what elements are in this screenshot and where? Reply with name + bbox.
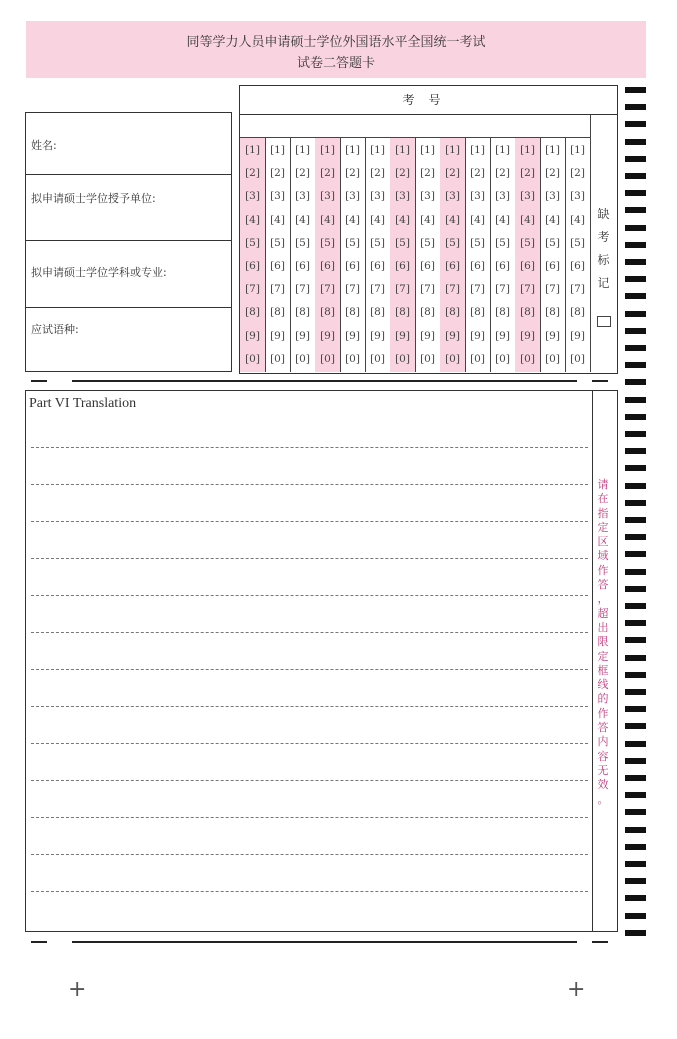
timing-mark: [625, 139, 646, 145]
writing-line[interactable]: [31, 521, 588, 522]
exam-id-bubble[interactable]: [6]: [570, 260, 585, 272]
exam-id-bubble[interactable]: [6]: [370, 260, 385, 272]
exam-id-bubble[interactable]: [4]: [395, 213, 410, 226]
note-char: 域: [597, 549, 609, 563]
timing-mark: [625, 345, 646, 351]
timing-mark: [625, 827, 646, 833]
absent-label-char: 标: [597, 253, 610, 267]
timing-mark: [625, 225, 646, 231]
note-char: 。: [597, 792, 609, 806]
exam-id-bubble[interactable]: [5]: [370, 236, 385, 249]
timing-mark: [625, 500, 646, 506]
exam-id-bubble[interactable]: [0]: [270, 352, 285, 365]
exam-id-bubble[interactable]: [7]: [570, 283, 585, 296]
exam-id-write-cell[interactable]: [315, 115, 340, 138]
exam-id-bubble[interactable]: [6]: [395, 260, 410, 272]
exam-id-bubble[interactable]: [0]: [295, 352, 310, 365]
timing-mark: [625, 87, 646, 93]
note-char: 内: [597, 735, 609, 749]
exam-id-column: [240, 115, 266, 372]
exam-id-bubble[interactable]: [2]: [420, 167, 435, 180]
exam-id-bubble[interactable]: [9]: [270, 329, 285, 342]
exam-id-write-cell[interactable]: [240, 115, 265, 138]
exam-id-bubble[interactable]: [5]: [445, 236, 460, 249]
exam-id-write-cell[interactable]: [565, 115, 590, 138]
exam-id-bubble[interactable]: [1]: [545, 144, 560, 156]
exam-id-bubble[interactable]: [3]: [395, 190, 410, 203]
exam-id-write-cell[interactable]: [540, 115, 565, 138]
exam-id-bubble[interactable]: [7]: [345, 283, 360, 296]
timing-mark: [625, 930, 646, 936]
exam-id-bubble[interactable]: [8]: [545, 306, 560, 319]
exam-id-bubble[interactable]: [9]: [245, 329, 260, 342]
exam-id-bubble[interactable]: [1]: [520, 144, 535, 156]
exam-id-bubble[interactable]: [5]: [320, 236, 335, 249]
timing-mark: [625, 758, 646, 764]
timing-mark: [625, 104, 646, 110]
writing-line[interactable]: [31, 706, 588, 707]
exam-id-column: [515, 115, 541, 372]
exam-id-bubble[interactable]: [0]: [245, 352, 260, 365]
exam-id-bubble[interactable]: [7]: [270, 283, 285, 296]
note-char: 答: [597, 721, 609, 735]
exam-id-bubble[interactable]: [3]: [320, 190, 335, 203]
exam-id-bubble[interactable]: [8]: [245, 306, 260, 319]
exam-id-bubble[interactable]: [5]: [545, 236, 560, 249]
separator-line: [72, 941, 577, 943]
exam-id-bubble[interactable]: [8]: [420, 306, 435, 319]
writing-line[interactable]: [31, 743, 588, 744]
timing-mark: [625, 465, 646, 471]
note-char: 区: [597, 535, 609, 549]
exam-id-write-cell[interactable]: [415, 115, 440, 138]
note-char: 作: [597, 563, 609, 577]
exam-id-bubble[interactable]: [7]: [545, 283, 560, 296]
exam-id-bubble[interactable]: [7]: [420, 283, 435, 296]
timing-mark: [625, 534, 646, 540]
timing-mark: [625, 173, 646, 179]
exam-id-bubble[interactable]: [4]: [470, 213, 485, 226]
exam-id-bubble[interactable]: [7]: [320, 283, 335, 296]
exam-id-bubble[interactable]: [1]: [295, 144, 310, 156]
registration-cross-icon: +: [68, 977, 87, 1002]
note-char: 线: [597, 678, 609, 692]
timing-mark: [625, 637, 646, 643]
timing-mark: [625, 603, 646, 609]
timing-mark: [625, 586, 646, 592]
registration-cross-icon: +: [567, 977, 586, 1002]
writing-line[interactable]: [31, 817, 588, 818]
exam-id-column: [315, 115, 341, 372]
exam-id-bubble[interactable]: [2]: [295, 167, 310, 180]
exam-id-bubble[interactable]: [9]: [370, 329, 385, 342]
timing-mark: [625, 672, 646, 678]
timing-mark: [625, 706, 646, 712]
cut-mark: [592, 941, 608, 943]
exam-id-bubble[interactable]: [2]: [345, 167, 360, 180]
exam-id-bubble[interactable]: [6]: [345, 260, 360, 272]
exam-id-bubble[interactable]: [6]: [470, 260, 485, 272]
exam-id-bubble[interactable]: [8]: [320, 306, 335, 319]
timing-mark: [625, 362, 646, 368]
exam-id-bubble[interactable]: [6]: [520, 260, 535, 272]
exam-id-bubble[interactable]: [0]: [470, 352, 485, 365]
timing-mark: [625, 397, 646, 403]
exam-id-bubble[interactable]: [6]: [245, 260, 260, 272]
timing-mark: [625, 551, 646, 557]
exam-id-write-cell[interactable]: [440, 115, 465, 138]
timing-mark: [625, 878, 646, 884]
translation-box: [25, 390, 618, 932]
separator-line: [72, 380, 577, 382]
timing-mark: [625, 723, 646, 729]
exam-id-bubble[interactable]: [3]: [545, 190, 560, 203]
note-char: 容: [597, 749, 609, 763]
exam-id-bubble[interactable]: [0]: [570, 352, 585, 365]
timing-mark: [625, 311, 646, 317]
exam-id-bubble[interactable]: [9]: [320, 329, 335, 342]
exam-id-bubble[interactable]: [4]: [320, 213, 335, 226]
exam-id-bubble[interactable]: [6]: [320, 260, 335, 272]
timing-mark: [625, 379, 646, 385]
writing-line[interactable]: [31, 595, 588, 596]
header-banner: [26, 21, 646, 78]
exam-id-bubble[interactable]: [4]: [495, 213, 510, 226]
exam-id-bubble[interactable]: [0]: [345, 352, 360, 365]
exam-id-bubble[interactable]: [2]: [495, 167, 510, 180]
exam-id-bubble[interactable]: [6]: [495, 260, 510, 272]
exam-title: 同等学力人员申请硕士学位外国语水平全国统一考试: [186, 35, 486, 50]
exam-id-bubble[interactable]: [9]: [420, 329, 435, 342]
exam-id-bubble[interactable]: [2]: [370, 167, 385, 180]
exam-id-bubble[interactable]: [9]: [570, 329, 585, 342]
absent-label-char: 记: [597, 276, 610, 290]
timing-mark: [625, 483, 646, 489]
major-row[interactable]: [26, 241, 231, 308]
note-char: 指: [597, 506, 609, 520]
exam-id-bubble[interactable]: [8]: [445, 306, 460, 319]
exam-id-bubble[interactable]: [3]: [345, 190, 360, 203]
exam-id-bubble[interactable]: [4]: [445, 213, 460, 226]
timing-mark: [625, 190, 646, 196]
exam-id-title: 考号: [240, 86, 617, 115]
exam-id-bubble[interactable]: [3]: [495, 190, 510, 203]
exam-id-bubble[interactable]: [3]: [420, 190, 435, 203]
writing-line[interactable]: [31, 632, 588, 633]
exam-id-write-cell[interactable]: [390, 115, 415, 138]
exam-id-bubble[interactable]: [1]: [245, 144, 260, 156]
timing-mark: [625, 844, 646, 850]
exam-id-column: [365, 115, 391, 372]
answer-sheet-subtitle: 试卷二答题卡: [296, 56, 375, 71]
exam-id-column: [415, 115, 441, 372]
note-char: 在: [597, 492, 609, 506]
exam-id-bubble[interactable]: [0]: [420, 352, 435, 365]
exam-id-bubble[interactable]: [1]: [570, 144, 585, 156]
timing-mark: [625, 293, 646, 299]
exam-id-column: [265, 115, 291, 372]
exam-id-bubble[interactable]: [5]: [520, 236, 535, 249]
exam-id-bubble[interactable]: [0]: [520, 352, 535, 365]
exam-id-bubble[interactable]: [0]: [320, 352, 335, 365]
exam-id-bubble[interactable]: [4]: [245, 213, 260, 226]
exam-id-bubble[interactable]: [5]: [470, 236, 485, 249]
name-label: 姓名:: [31, 139, 57, 152]
exam-id-bubble[interactable]: [0]: [495, 352, 510, 365]
exam-id-bubble[interactable]: [9]: [520, 329, 535, 342]
writing-line[interactable]: [31, 669, 588, 670]
note-char: 出: [597, 620, 609, 634]
cut-mark: [31, 941, 47, 943]
exam-id-bubble[interactable]: [8]: [270, 306, 285, 319]
translation-title: Part VI Translation: [29, 396, 137, 411]
exam-id-bubble[interactable]: [3]: [295, 190, 310, 203]
note-char: 的: [597, 692, 609, 706]
exam-id-bubble[interactable]: [9]: [495, 329, 510, 342]
note-char: 效: [597, 778, 609, 792]
exam-id-bubble[interactable]: [7]: [295, 283, 310, 296]
exam-id-bubble[interactable]: [7]: [520, 283, 535, 296]
timing-mark: [625, 620, 646, 626]
absent-label-char: 考: [597, 230, 610, 244]
exam-id-bubble[interactable]: [3]: [270, 190, 285, 203]
exam-id-bubble[interactable]: [9]: [470, 329, 485, 342]
exam-id-bubble[interactable]: [8]: [295, 306, 310, 319]
note-char: 无: [597, 763, 609, 777]
exam-id-bubble[interactable]: [7]: [470, 283, 485, 296]
exam-id-bubble[interactable]: [5]: [570, 236, 585, 249]
exam-id-bubble[interactable]: [5]: [345, 236, 360, 249]
exam-id-column: [565, 115, 591, 372]
exam-id-bubble[interactable]: [4]: [520, 213, 535, 226]
note-char: 请: [597, 478, 609, 491]
timing-mark: [625, 913, 646, 919]
exam-id-column: [540, 115, 566, 372]
note-char: 定: [597, 520, 609, 534]
exam-id-bubble[interactable]: [5]: [270, 236, 285, 249]
timing-mark: [625, 655, 646, 661]
exam-id-bubble[interactable]: [4]: [420, 213, 435, 226]
exam-id-bubble[interactable]: [1]: [270, 144, 285, 156]
note-char: 定: [597, 649, 609, 663]
timing-mark: [625, 517, 646, 523]
exam-id-bubble[interactable]: [6]: [420, 260, 435, 272]
exam-id-write-cell[interactable]: [490, 115, 515, 138]
exam-id-bubble[interactable]: [2]: [445, 167, 460, 180]
timing-mark: [625, 895, 646, 901]
name-row[interactable]: [26, 113, 231, 175]
exam-id-column: [490, 115, 516, 372]
exam-id-bubble[interactable]: [7]: [495, 283, 510, 296]
exam-id-bubble[interactable]: [8]: [520, 306, 535, 319]
exam-id-bubble[interactable]: [1]: [495, 144, 510, 156]
exam-id-bubble[interactable]: [8]: [370, 306, 385, 319]
timing-mark: [625, 741, 646, 747]
exam-id-bubble[interactable]: [5]: [420, 236, 435, 249]
exam-id-bubble[interactable]: [7]: [445, 283, 460, 296]
exam-id-bubble[interactable]: [1]: [345, 144, 360, 156]
exam-id-bubble[interactable]: [2]: [545, 167, 560, 180]
timing-mark: [625, 242, 646, 248]
writing-line[interactable]: [31, 447, 588, 448]
exam-id-bubble[interactable]: [1]: [395, 144, 410, 156]
exam-id-bubble[interactable]: [1]: [445, 144, 460, 156]
writing-line[interactable]: [31, 484, 588, 485]
exam-id-bubble[interactable]: [2]: [470, 167, 485, 180]
exam-id-bubble[interactable]: [0]: [395, 352, 410, 365]
exam-id-bubble[interactable]: [3]: [520, 190, 535, 203]
exam-id-bubble[interactable]: [5]: [495, 236, 510, 249]
exam-id-bubble[interactable]: [1]: [470, 144, 485, 156]
exam-id-bubble[interactable]: [2]: [245, 167, 260, 180]
unit-label: 拟申请硕士学位授予单位:: [31, 192, 156, 205]
exam-id-bubble[interactable]: [8]: [345, 306, 360, 319]
note-char: 框: [597, 663, 609, 677]
exam-id-bubble[interactable]: [3]: [445, 190, 460, 203]
writing-line[interactable]: [31, 558, 588, 559]
exam-id-bubble[interactable]: [7]: [370, 283, 385, 296]
note-char: 作: [597, 706, 609, 720]
exam-id-column: [465, 115, 491, 372]
exam-id-bubble[interactable]: [4]: [345, 213, 360, 226]
exam-id-column: [440, 115, 466, 372]
timing-mark: [625, 328, 646, 334]
exam-id-bubble[interactable]: [3]: [570, 190, 585, 203]
exam-id-bubble[interactable]: [1]: [420, 144, 435, 156]
exam-id-bubble[interactable]: [4]: [570, 213, 585, 226]
major-label: 拟申请硕士学位学科或专业:: [31, 266, 167, 279]
exam-id-bubble[interactable]: [9]: [295, 329, 310, 342]
exam-id-bubble[interactable]: [0]: [370, 352, 385, 365]
exam-id-bubble[interactable]: [2]: [320, 167, 335, 180]
exam-id-column: [390, 115, 416, 372]
exam-id-bubble[interactable]: [8]: [470, 306, 485, 319]
exam-id-bubble[interactable]: [8]: [570, 306, 585, 319]
exam-id-write-cell[interactable]: [515, 115, 540, 138]
exam-id-bubble[interactable]: [3]: [370, 190, 385, 203]
answer-area-note: [593, 478, 613, 807]
exam-id-write-cell[interactable]: [465, 115, 490, 138]
timing-mark: [625, 207, 646, 213]
absent-label-char: 缺: [597, 207, 610, 221]
exam-id-bubble[interactable]: [5]: [395, 236, 410, 249]
note-char: ，: [597, 592, 609, 606]
exam-id-bubble[interactable]: [1]: [370, 144, 385, 156]
exam-id-bubble[interactable]: [6]: [545, 260, 560, 272]
note-char: 限: [597, 635, 609, 649]
exam-id-bubble[interactable]: [9]: [395, 329, 410, 342]
absent-mark-area: [590, 115, 617, 372]
writing-line[interactable]: [31, 891, 588, 892]
exam-id-bubble[interactable]: [2]: [270, 167, 285, 180]
exam-id-column: [290, 115, 316, 372]
timing-mark: [625, 121, 646, 127]
exam-id-bubble[interactable]: [7]: [245, 283, 260, 296]
exam-id-write-cell[interactable]: [365, 115, 390, 138]
exam-id-bubble[interactable]: [5]: [295, 236, 310, 249]
timing-mark: [625, 156, 646, 162]
exam-id-bubble[interactable]: [0]: [445, 352, 460, 365]
exam-id-write-cell[interactable]: [290, 115, 315, 138]
timing-mark: [625, 448, 646, 454]
exam-id-bubble[interactable]: [6]: [445, 260, 460, 272]
exam-id-bubble[interactable]: [2]: [570, 167, 585, 180]
writing-line[interactable]: [31, 854, 588, 855]
exam-id-bubble[interactable]: [4]: [370, 213, 385, 226]
exam-id-bubble[interactable]: [8]: [495, 306, 510, 319]
language-row[interactable]: [26, 308, 231, 370]
exam-id-bubble[interactable]: [0]: [545, 352, 560, 365]
exam-id-bubble[interactable]: [3]: [245, 190, 260, 203]
note-char: 超: [597, 606, 609, 620]
candidate-info-box: [25, 112, 232, 372]
exam-id-bubble[interactable]: [3]: [470, 190, 485, 203]
exam-id-bubble[interactable]: [4]: [295, 213, 310, 226]
exam-id-bubble[interactable]: [2]: [520, 167, 535, 180]
timing-mark: [625, 775, 646, 781]
absent-checkbox[interactable]: [597, 316, 611, 327]
language-label: 应试语种:: [31, 323, 79, 336]
timing-mark: [625, 414, 646, 420]
exam-id-write-cell[interactable]: [265, 115, 290, 138]
unit-row[interactable]: [26, 175, 231, 241]
exam-id-write-cell[interactable]: [340, 115, 365, 138]
exam-id-bubble[interactable]: [9]: [345, 329, 360, 342]
exam-id-bubble[interactable]: [8]: [395, 306, 410, 319]
writing-line[interactable]: [31, 780, 588, 781]
timing-mark: [625, 431, 646, 437]
exam-id-bubble[interactable]: [2]: [395, 167, 410, 180]
timing-mark: [625, 809, 646, 815]
timing-mark: [625, 861, 646, 867]
timing-mark: [625, 689, 646, 695]
exam-id-bubble[interactable]: [9]: [545, 329, 560, 342]
cut-mark: [592, 380, 608, 382]
exam-id-column: [340, 115, 366, 372]
exam-id-bubble[interactable]: [5]: [245, 236, 260, 249]
exam-id-bubble[interactable]: [4]: [270, 213, 285, 226]
exam-id-bubble[interactable]: [7]: [395, 283, 410, 296]
timing-mark: [625, 259, 646, 265]
timing-mark: [625, 276, 646, 282]
exam-id-bubble[interactable]: [6]: [295, 260, 310, 272]
exam-id-bubble[interactable]: [6]: [270, 260, 285, 272]
timing-mark: [625, 569, 646, 575]
exam-id-bubble[interactable]: [9]: [445, 329, 460, 342]
exam-id-bubble[interactable]: [4]: [545, 213, 560, 226]
exam-id-box: [239, 85, 618, 374]
note-char: 答: [597, 578, 609, 592]
timing-mark: [625, 792, 646, 798]
cut-mark: [31, 380, 47, 382]
exam-id-bubble[interactable]: [1]: [320, 144, 335, 156]
